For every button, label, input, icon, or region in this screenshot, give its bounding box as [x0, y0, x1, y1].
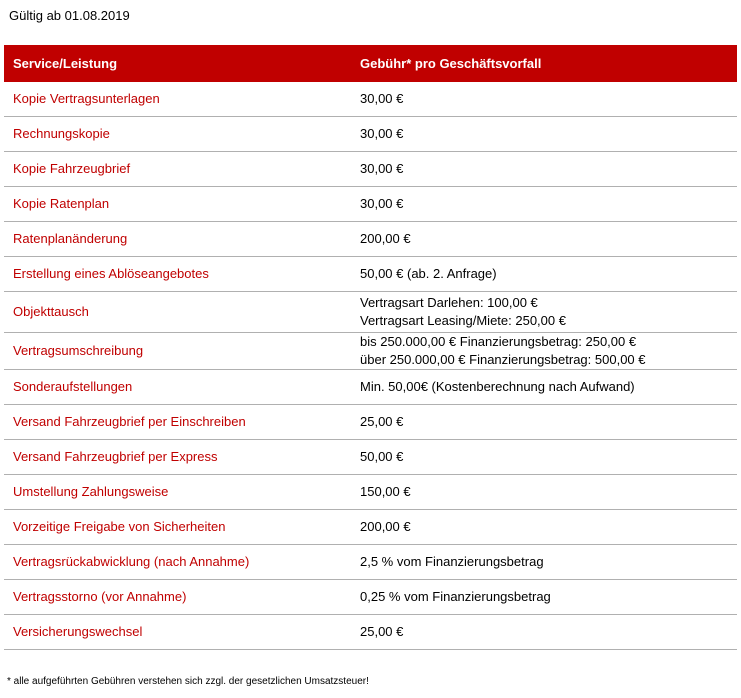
fee-value	[351, 333, 737, 370]
service-name: Rechnungskopie	[4, 117, 351, 152]
fee-line: Vertragsart Leasing/Miete: 250,00 €	[360, 313, 566, 328]
service-name: Versand Fahrzeugbrief per Einschreiben	[4, 405, 351, 440]
table-row	[4, 615, 737, 650]
fee-value: Min. 50,00€ (Kostenberechnung nach Aufwand)	[351, 370, 737, 405]
fee-value: 50,00 € (ab. 2. Anfrage)	[351, 257, 737, 292]
service-name: Vorzeitige Freigabe von Sicherheiten	[4, 510, 351, 545]
table-row	[4, 152, 737, 187]
service-name: Objekttausch	[4, 292, 351, 333]
fee-line: Vertragsart Darlehen: 100,00 €	[360, 295, 538, 310]
fee-value: 50,00 €	[351, 440, 737, 475]
fee-value: 0,25 % vom Finanzierungsbetrag	[351, 580, 737, 615]
table-row	[4, 257, 737, 292]
fee-value: 25,00 €	[351, 615, 737, 650]
fee-line: über 250.000,00 € Finanzierungsbetrag: 500,00 €	[360, 352, 646, 367]
service-name: Ratenplanänderung	[4, 222, 351, 257]
table-row	[4, 580, 737, 615]
fee-table	[4, 45, 737, 650]
service-name: Erstellung eines Ablöseangebotes	[4, 257, 351, 292]
fee-value: 30,00 €	[351, 82, 737, 117]
table-row	[4, 510, 737, 545]
table-row	[4, 405, 737, 440]
table-row	[4, 333, 737, 370]
service-name: Sonderaufstellungen	[4, 370, 351, 405]
fee-value: 150,00 €	[351, 475, 737, 510]
table-row	[4, 187, 737, 222]
table-row	[4, 475, 737, 510]
table-row	[4, 545, 737, 580]
header-fee: Gebühr* pro Geschäftsvorfall	[351, 45, 737, 82]
service-name: Kopie Ratenplan	[4, 187, 351, 222]
fee-value: 200,00 €	[351, 222, 737, 257]
fee-line: bis 250.000,00 € Finanzierungsbetrag: 250,00 €	[360, 334, 637, 349]
fee-value: 25,00 €	[351, 405, 737, 440]
service-name: Umstellung Zahlungsweise	[4, 475, 351, 510]
table-row	[4, 82, 737, 117]
service-name: Vertragsumschreibung	[4, 333, 351, 370]
fee-value: 30,00 €	[351, 187, 737, 222]
service-name: Versand Fahrzeugbrief per Express	[4, 440, 351, 475]
table-row	[4, 370, 737, 405]
fee-value	[351, 292, 737, 333]
header-service: Service/Leistung	[4, 45, 351, 82]
fee-value: 30,00 €	[351, 117, 737, 152]
fee-value: 2,5 % vom Finanzierungsbetrag	[351, 545, 737, 580]
valid-from-date: Gültig ab 01.08.2019	[9, 8, 130, 23]
fee-value: 30,00 €	[351, 152, 737, 187]
service-name: Vertragsstorno (vor Annahme)	[4, 580, 351, 615]
table-row	[4, 222, 737, 257]
fee-table-header-row	[4, 45, 737, 82]
vat-footnote: * alle aufgeführten Gebühren verstehen sich zzgl. der gesetzlichen Umsatzsteuer!	[7, 676, 369, 687]
table-row	[4, 292, 737, 333]
service-name: Versicherungswechsel	[4, 615, 351, 650]
service-name: Kopie Fahrzeugbrief	[4, 152, 351, 187]
service-name: Vertragsrückabwicklung (nach Annahme)	[4, 545, 351, 580]
table-row	[4, 117, 737, 152]
table-row	[4, 440, 737, 475]
fee-value: 200,00 €	[351, 510, 737, 545]
service-name: Kopie Vertragsunterlagen	[4, 82, 351, 117]
